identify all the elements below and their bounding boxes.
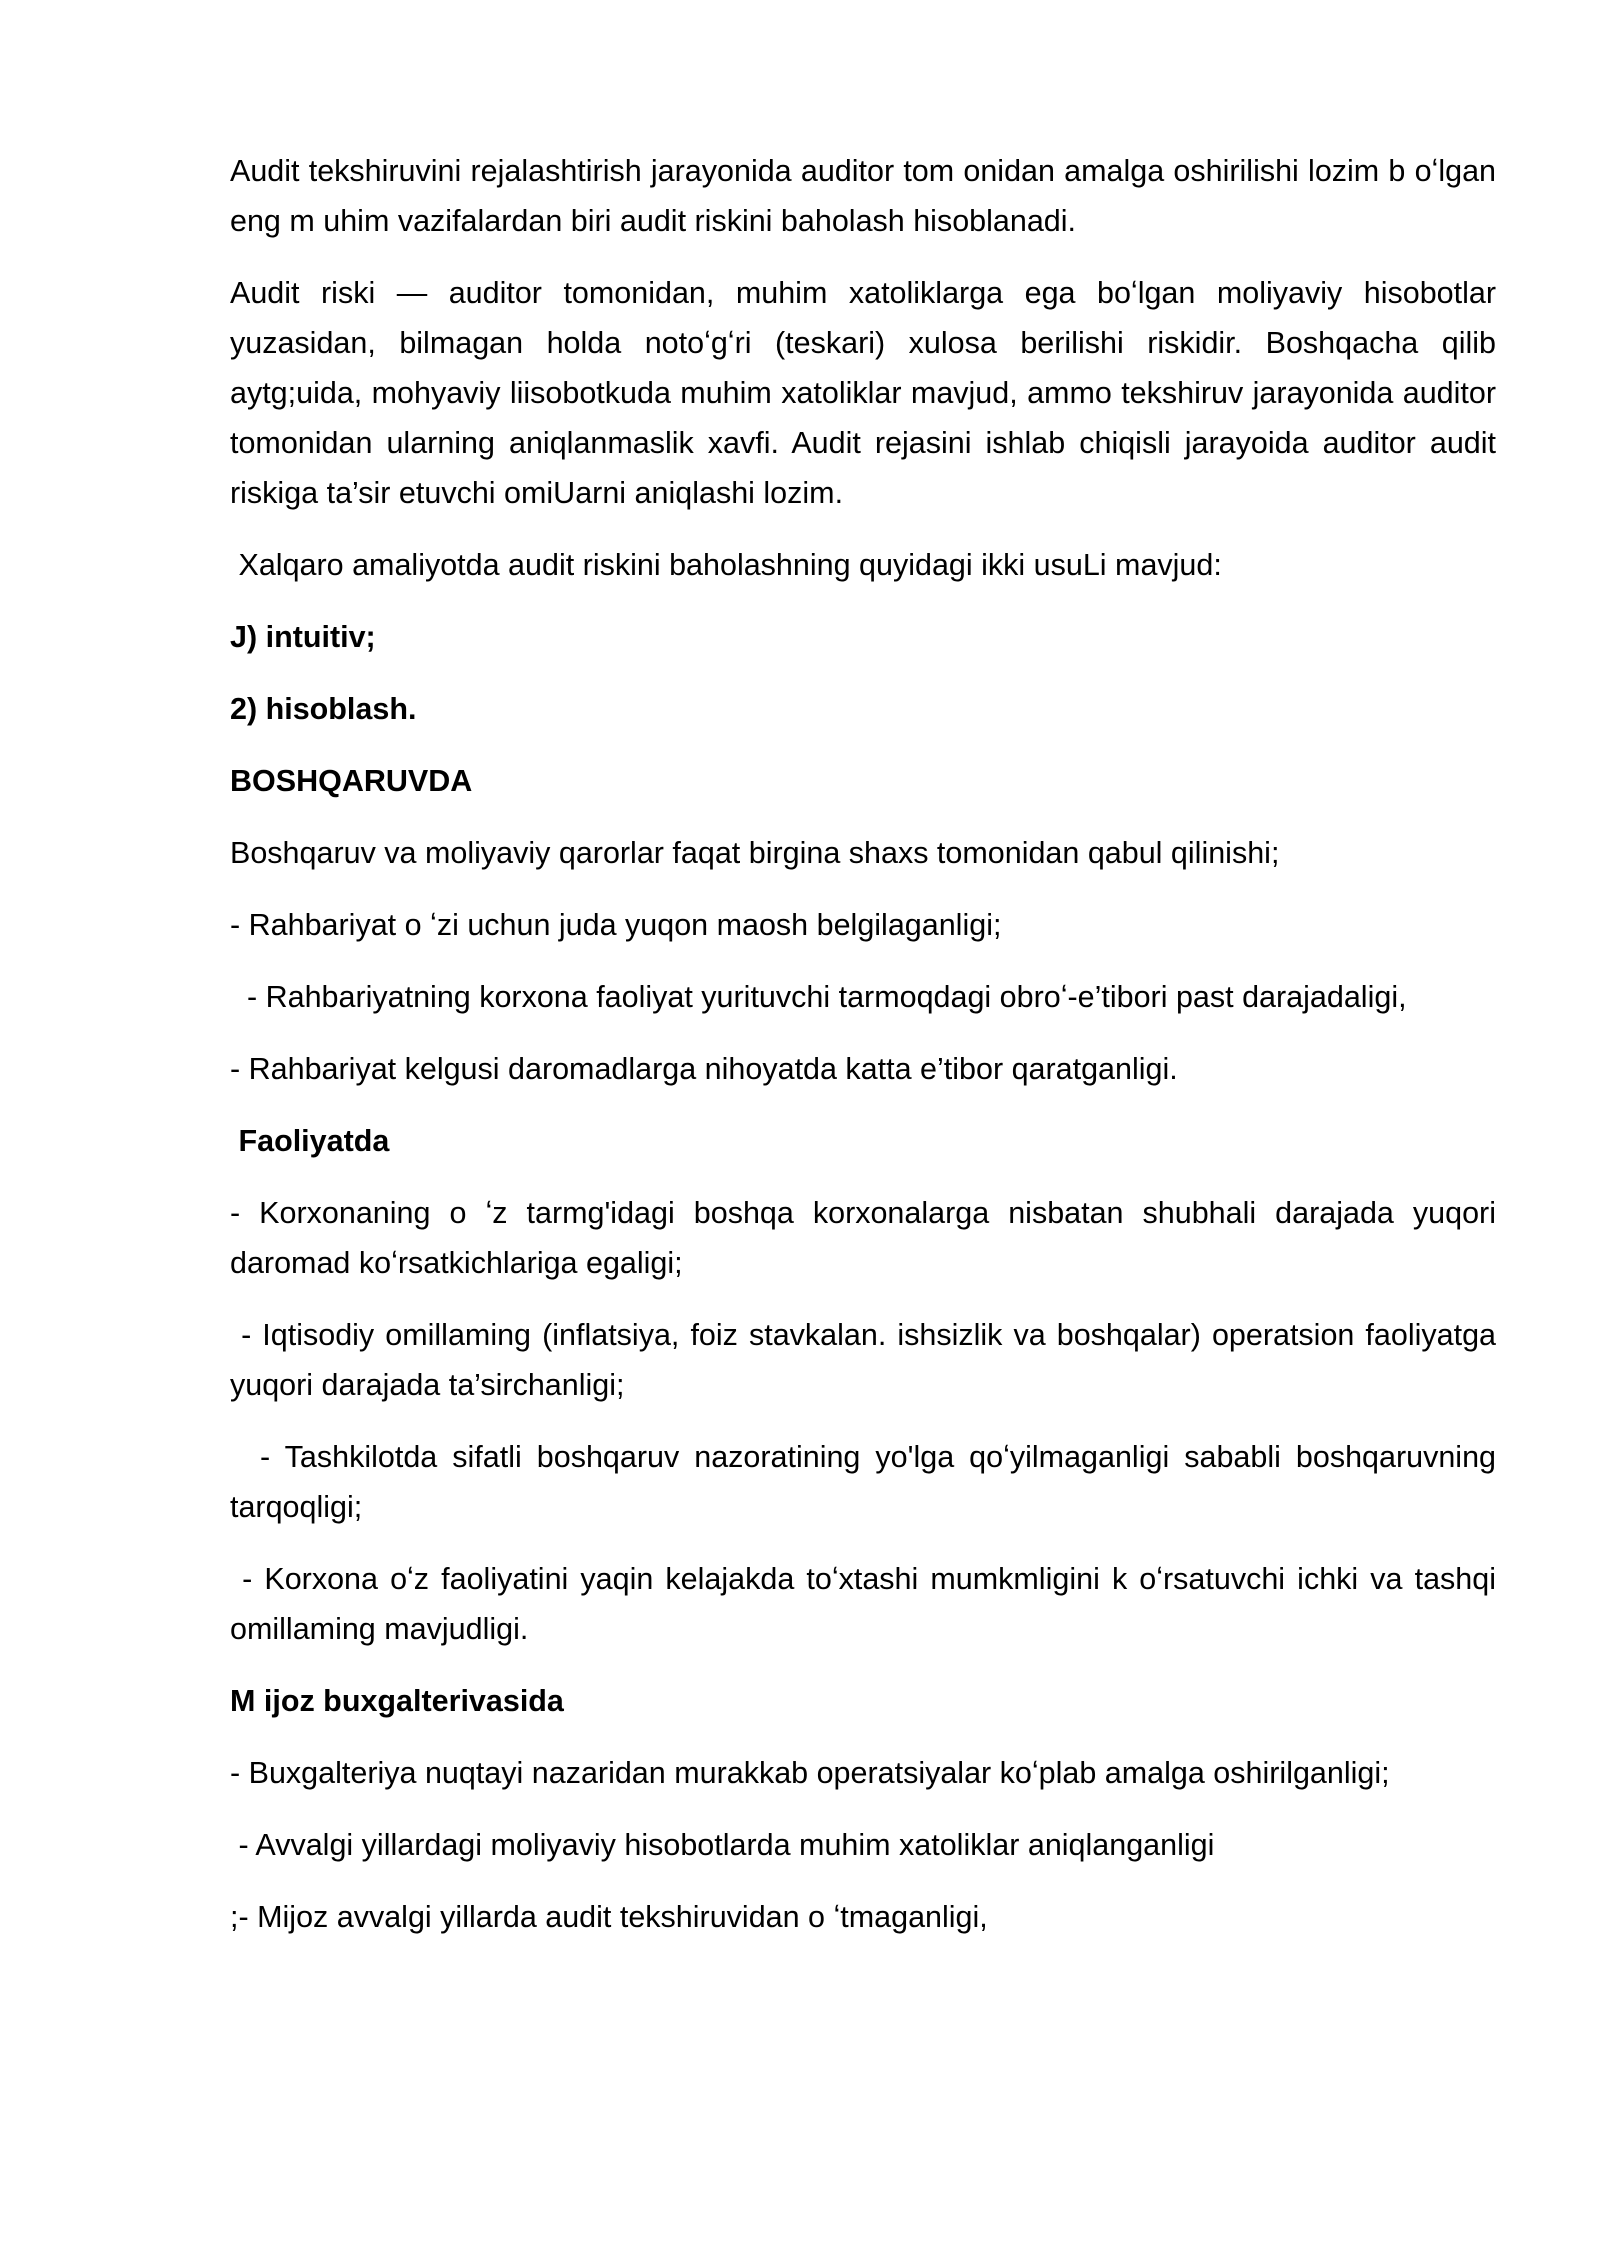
- list-item-control-fragmentation: - Tashkilotda sifatli boshqaruv nazoratining yo'lga qoʻyilmaganligi sababli boshqaruvning tarqoqligi;: [230, 1440, 1505, 1524]
- paragraph-audit-planning: Audit tekshiruvini rejalashtirish jarayonida auditor tom onidan amalga oshirilishi lozim b oʻlgan eng m uhim vazifalardan biri audit riskini baholash hisoblanadi.: [230, 154, 1496, 238]
- paragraph-single-person-decisions: Boshqaruv va moliyaviy qarorlar faqat birgina shaxs tomonidan qabul qilinishi;: [230, 836, 1280, 870]
- list-item-prior-errors: - Avvalgi yillardagi moliyaviy hisobotlarda muhim xatoliklar aniqlanganligi: [230, 1828, 1215, 1862]
- document-page: [230, 146, 1505, 1964]
- list-item-intuitive: J) intuitiv;: [230, 620, 376, 654]
- list-item-suspicious-income: - Korxonaning o ʻz tarmg'idagi boshqa korxonalarga nisbatan shubhali darajada yuqori daromad koʻrsatkichlariga egaligi;: [230, 1196, 1496, 1280]
- list-item-no-prior-audit: ;- Mijoz avvalgi yillarda audit tekshiruvidan o ʻtmaganligi,: [230, 1900, 988, 1934]
- section-heading-management: BOSHQARUVDA: [230, 764, 473, 798]
- list-item-economic-factors: - Iqtisodiy omillaming (inflatsiya, foiz stavkalan. ishsizlik va boshqalar) operatsion faoliyatga yuqori darajada ta’sirchanligi;: [230, 1318, 1505, 1402]
- section-heading-client-accounting: M ijoz buxgalterivasida: [230, 1684, 564, 1718]
- list-item-low-reputation: - Rahbariyatning korxona faoliyat yurituvchi tarmoqdagi obroʻ-e’tibori past darajadaligi,: [230, 980, 1407, 1014]
- list-item-going-concern: - Korxona oʻz faoliyatini yaqin kelajakda toʻxtashi mumkmligini k oʻrsatuvchi ichki va tashqi omillaming mavjudligi.: [230, 1562, 1505, 1646]
- list-item-calculation: 2) hisoblash.: [230, 692, 417, 726]
- section-heading-activity: Faoliyatda: [230, 1124, 390, 1158]
- list-item-high-salary: - Rahbariyat o ʻzi uchun juda yuqon maosh belgilaganligi;: [230, 908, 1002, 942]
- list-item-future-income-focus: - Rahbariyat kelgusi daromadlarga nihoyatda katta e’tibor qaratganligi.: [230, 1052, 1178, 1086]
- paragraph-assessment-methods-intro: Xalqaro amaliyotda audit riskini baholashning quyidagi ikki usuLi mavjud:: [230, 548, 1222, 582]
- list-item-complex-operations: - Buxgalteriya nuqtayi nazaridan murakkab operatsiyalar koʻplab amalga oshirilganligi;: [230, 1756, 1390, 1790]
- paragraph-audit-risk-definition: Audit riski — auditor tomonidan, muhim xatoliklarga ega boʻlgan moliyaviy hisobotlar yuzasidan, bilmagan holda notoʻgʻri (teskari) xulosa berilishi riskidir. Boshqacha qilib aytg;uida, mohyaviy liisobotkuda muhim xatoliklar mavjud, ammo tekshiruv jarayonida auditor tomonidan ularning aniqlanmaslik xavfi. Audit rejasini ishlab chiqisli jarayoida auditor audit riskiga ta’sir etuvchi omiUarni aniqlashi lozim.: [230, 276, 1496, 510]
